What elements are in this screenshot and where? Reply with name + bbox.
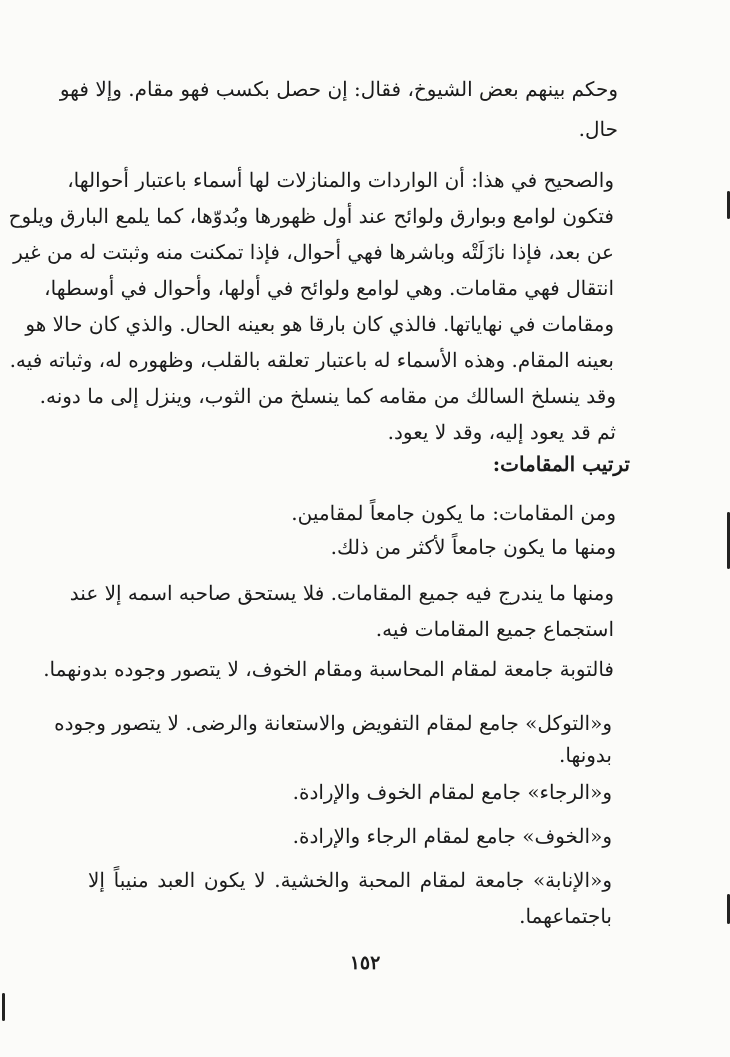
text-line: استجماع جميع المقامات فيه. [375, 617, 614, 641]
text-line: ومنها ما يندرج فيه جميع المقامات. فلا يستحق صاحبه اسمه إلا عند [69, 581, 614, 605]
text-line: ومقامات في نهاياتها. فالذي كان بارقا هو بعينه الحال. والذي كان حالا هو [25, 312, 614, 336]
paragraph-turning [88, 861, 612, 937]
paragraph-all-stations [69, 574, 614, 650]
section-heading: ترتيب المقامات: [492, 452, 630, 476]
paragraph-seeker-stripping [39, 377, 616, 451]
text-line: بدونها. [559, 743, 612, 767]
text-line: انتقال فهي مقامات. وهي لوامع ولوائح في أولها، وأحوال في أوسطها، [44, 276, 614, 300]
text-line: ثم قد يعود إليه، وقد لا يعود. [387, 420, 616, 444]
text-line: حال. [578, 117, 618, 141]
text-line: وقد ينسلخ السالك من مقامه كما ينسلخ من الثوب، وينزل إلى ما دونه. [39, 384, 616, 408]
text-line: والصحيح في هذا: أن الواردات والمنازلات لها أسماء باعتبار أحوالها، [67, 168, 614, 192]
paragraph-combined-stations [291, 494, 616, 568]
text-line: و«الخوف» جامع لمقام الرجاء والإرادة. [292, 824, 612, 848]
text-line: ومنها ما يكون جامعاً لأكثر من ذلك. [330, 535, 616, 559]
paragraph-correct-view [8, 161, 614, 381]
paragraph-hope [250, 773, 612, 811]
margin-mark-5 [2, 993, 5, 1021]
text-line: فالتوبة جامعة لمقام المحاسبة ومقام الخوف، لا يتصور وجوده بدونهما. [43, 657, 614, 681]
text-line: فتكون لوامع وبوارق ولوائح عند أول ظهورها وبُدوّها، كما يلمع البارق ويلوح [8, 204, 614, 228]
text-line: و«الإنابة» جامعة لمقام المحبة والخشية. لا يكون العبد منيباً إلا [88, 868, 612, 892]
text-line: عن بعد، فإذا نازَلَتْه وباشرها فهي أحوال، فإذا تمكنت منه وثبتت له من غير [13, 240, 614, 264]
text-line: و«الرجاء» جامع لمقام الخوف والإرادة. [292, 780, 612, 804]
text-line: باجتماعهما. [519, 904, 612, 928]
paragraph-repentance [43, 650, 614, 688]
paragraph-shaykh-judgment [59, 70, 618, 150]
paragraph-fear [250, 817, 612, 855]
text-line: ومن المقامات: ما يكون جامعاً لمقامين. [291, 501, 616, 525]
text-line: بعينه المقام. وهذه الأسماء له باعتبار تعلقه بالقلب، وظهوره له، وثباته فيه. [9, 348, 614, 372]
text-line: وحكم بينهم بعض الشيوخ، فقال: إن حصل بكسب فهو مقام. وإلا فهو [59, 77, 618, 101]
paragraph-reliance [54, 704, 612, 780]
text-line: و«التوكل» جامع لمقام التفويض والاستعانة والرضى. لا يتصور وجوده [54, 711, 612, 735]
page-number: ١٥٢ [349, 952, 381, 974]
